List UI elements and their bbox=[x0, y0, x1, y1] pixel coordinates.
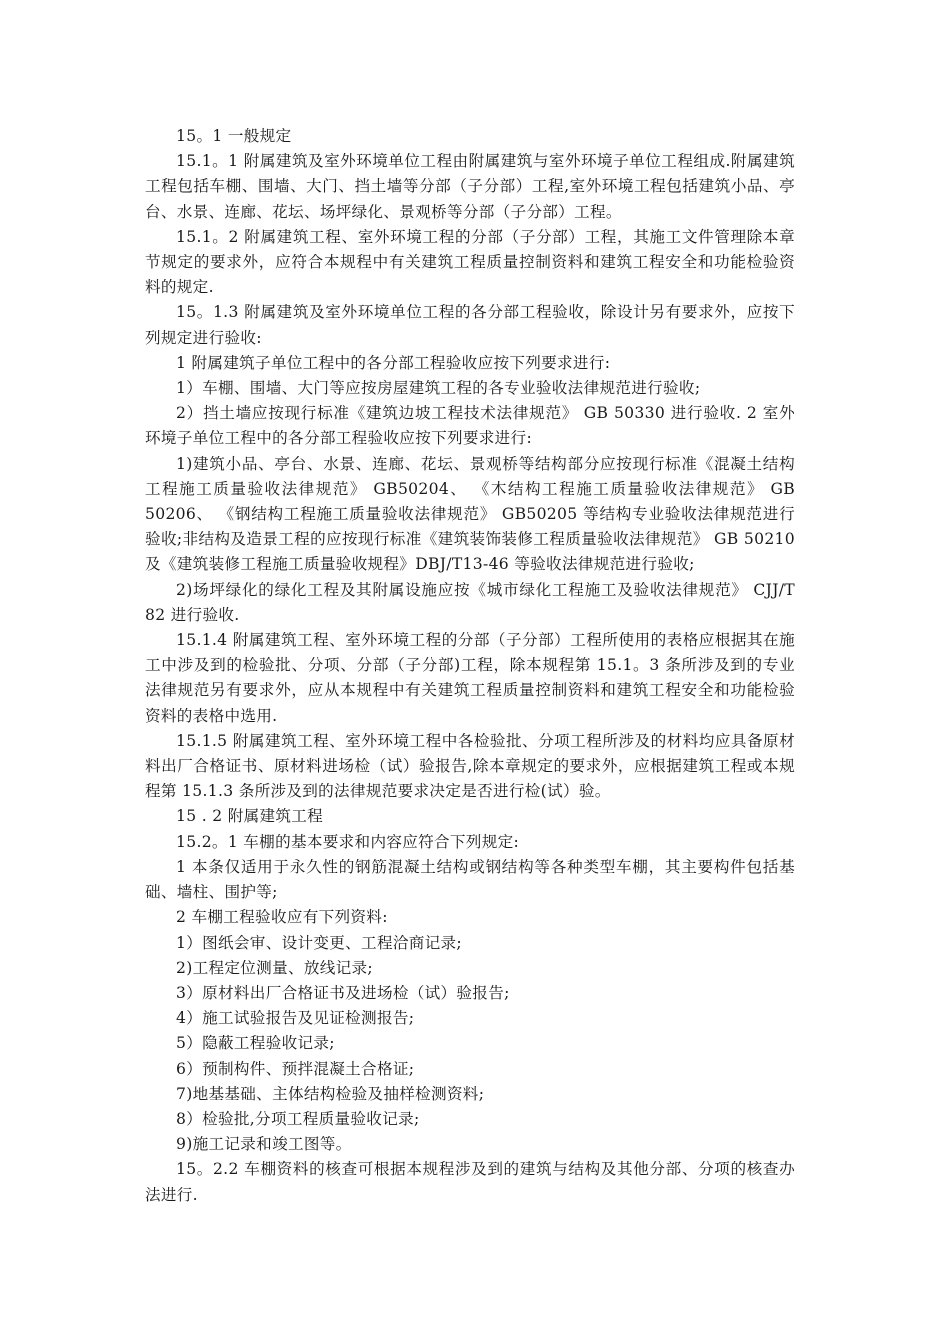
list-item: 1)建筑小品、亭台、水景、连廊、花坛、景观桥等结构部分应按现行标准《混凝土结构工程施工质量验收法律规范》 GB50204、 《木结构工程施工质量验收法律规范》 GB 50206、 《钢结构工程施工质量验收法律规范》 GB50205 等结构专业验收法律规范进行验收;非结构及造景工程的应按现行标准《建筑装饰装修工程质量验收法律规范》 GB 50210 及《建筑装修工程施工质量验收规程》DBJ/T13-46 等验收法律规范进行验收; bbox=[145, 454, 795, 574]
list-item: 2)场坪绿化的绿化工程及其附属设施应按《城市绿化工程施工及验收法律规范》 CJJ/T 82 进行验收. bbox=[145, 580, 795, 624]
list-item: 1）车棚、围墙、大门等应按房屋建筑工程的各专业验收法律规范进行验收; bbox=[176, 379, 701, 398]
list-item: 4）施工试验报告及见证检测报告; bbox=[176, 1009, 415, 1028]
list-item: 1）图纸会审、设计变更、工程洽商记录; bbox=[176, 933, 462, 952]
list-item: 7)地基基础、主体结构检验及抽样检测资料; bbox=[176, 1084, 485, 1103]
paragraph: 15.1.4 附属建筑工程、室外环境工程的分部（子分部）工程所使用的表格应根据其在施工中涉及到的检验批、分项、分部（子分部)工程，除本规程第 15.1。3 条所涉及到的专业法律规范另有要求外，应从本规程中有关建筑工程质量控制资料和建筑工程安全和功能检验资料的表格中选用. bbox=[145, 631, 795, 725]
paragraph: 15。2.2 车棚资料的核查可根据本规程涉及到的建筑与结构及其他分部、分项的核查办法进行. bbox=[145, 1160, 795, 1204]
list-item: 1 本条仅适用于永久性的钢筋混凝土结构或钢结构等各种类型车棚，其主要构件包括基础、墙柱、围护等; bbox=[145, 857, 795, 902]
section-heading: 15。1 一般规定 bbox=[176, 127, 292, 145]
list-item: 3）原材料出厂合格证书及进场检（试）验报告; bbox=[176, 983, 510, 1002]
list-item: 8）检验批,分项工程质量验收记录; bbox=[176, 1109, 420, 1128]
document-body bbox=[145, 124, 795, 1208]
list-item: 2 车棚工程验收应有下列资料: bbox=[176, 908, 388, 927]
paragraph: 15.1.5 附属建筑工程、室外环境工程中各检验批、分项工程所涉及的材料均应具备原材料出厂合格证书、原材料进场检（试）验报告,除本章规定的要求外，应根据建筑工程或本规程第 15.1.3 条所涉及到的法律规范要求决定是否进行检(试）验。 bbox=[145, 731, 795, 801]
list-item: 1 附属建筑子单位工程中的各分部工程验收应按下列要求进行: bbox=[176, 353, 611, 372]
list-item: 2)工程定位测量、放线记录; bbox=[176, 958, 373, 977]
section-heading: 15 . 2 附属建筑工程 bbox=[176, 807, 324, 826]
paragraph: 15。1.3 附属建筑及室外环境单位工程的各分部工程验收，除设计另有要求外，应按下列规定进行验收: bbox=[145, 303, 795, 347]
paragraph: 15.2。1 车棚的基本要求和内容应符合下列规定: bbox=[176, 832, 520, 851]
list-item: 5）隐蔽工程验收记录; bbox=[176, 1034, 335, 1053]
paragraph: 15.1。1 附属建筑及室外环境单位工程由附属建筑与室外环境子单位工程组成.附属建筑工程包括车棚、围墙、大门、挡土墙等分部（子分部）工程,室外环境工程包括建筑小品、亭台、水景、连廊、花坛、场坪绿化、景观桥等分部（子分部）工程。 bbox=[145, 152, 795, 221]
list-item: 2）挡土墙应按现行标准《建筑边坡工程技术法律规范》 GB 50330 进行验收. 2 室外环境子单位工程中的各分部工程验收应按下列要求进行: bbox=[145, 404, 795, 448]
list-item: 6）预制构件、预拌混凝土合格证; bbox=[176, 1059, 415, 1078]
paragraph: 15.1。2 附属建筑工程、室外环境工程的分部（子分部）工程，其施工文件管理除本章节规定的要求外，应符合本规程中有关建筑工程质量控制资料和建筑工程安全和功能检验资料的规定. bbox=[145, 227, 795, 297]
list-item: 9)施工记录和竣工图等。 bbox=[176, 1135, 352, 1154]
